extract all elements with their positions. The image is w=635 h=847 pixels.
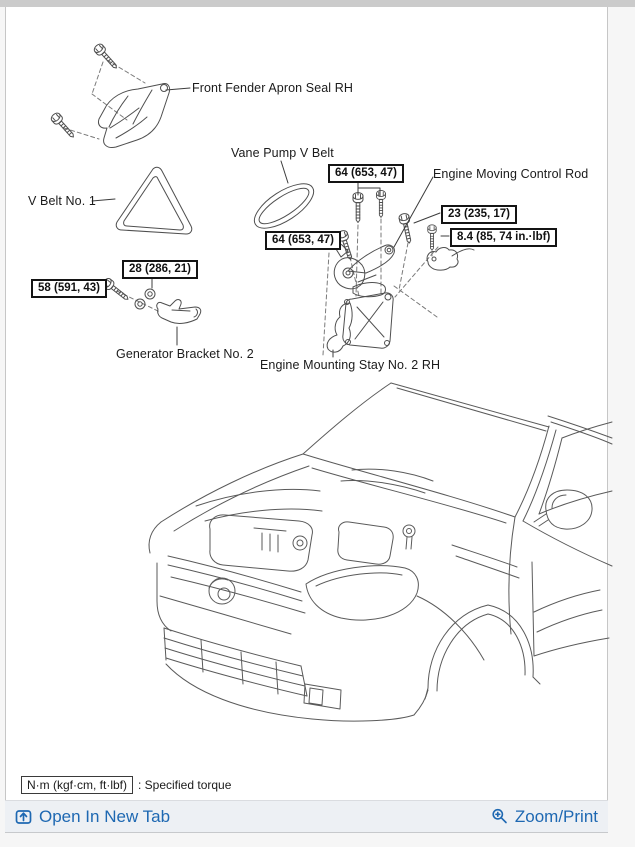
torque-note-caption: : Specified torque — [138, 778, 232, 792]
torque-box-control-rod-side: 64 (653, 47) — [265, 231, 341, 250]
label-v-belt-no-1: V Belt No. 1 — [28, 194, 96, 208]
zoom-print-link[interactable] — [491, 807, 598, 827]
torque-box-bracket-nut: 28 (286, 21) — [122, 260, 198, 279]
torque-box-bracket-bolt: 58 (591, 43) — [31, 279, 107, 298]
torque-box-small-bolt: 8.4 (85, 74 in.·lbf) — [450, 228, 557, 247]
label-generator-bracket-no-2: Generator Bracket No. 2 — [116, 347, 254, 361]
zoom-icon — [491, 808, 508, 825]
open-in-new-tab-icon — [15, 808, 32, 825]
torque-note — [21, 776, 231, 794]
viewer-footer-bar — [5, 800, 608, 833]
open-in-new-tab-link[interactable] — [15, 807, 170, 827]
torque-box-stay-bolt: 23 (235, 17) — [441, 205, 517, 224]
label-engine-mounting-stay: Engine Mounting Stay No. 2 RH — [260, 358, 441, 372]
label-vane-pump-v-belt: Vane Pump V Belt — [231, 146, 334, 160]
torque-box-vane-pump-bolts: 64 (653, 47) — [328, 164, 404, 183]
open-in-new-tab-label: Open In New Tab — [39, 806, 171, 826]
label-front-fender-apron-seal: Front Fender Apron Seal RH — [192, 81, 354, 95]
torque-unit-box: N·m (kgf·cm, ft·lbf) — [21, 776, 133, 794]
label-engine-moving-control-rod: Engine Moving Control Rod — [433, 167, 589, 181]
zoom-print-label: Zoom/Print — [514, 806, 598, 826]
diagram-panel — [5, 7, 608, 833]
top-divider — [0, 0, 635, 7]
